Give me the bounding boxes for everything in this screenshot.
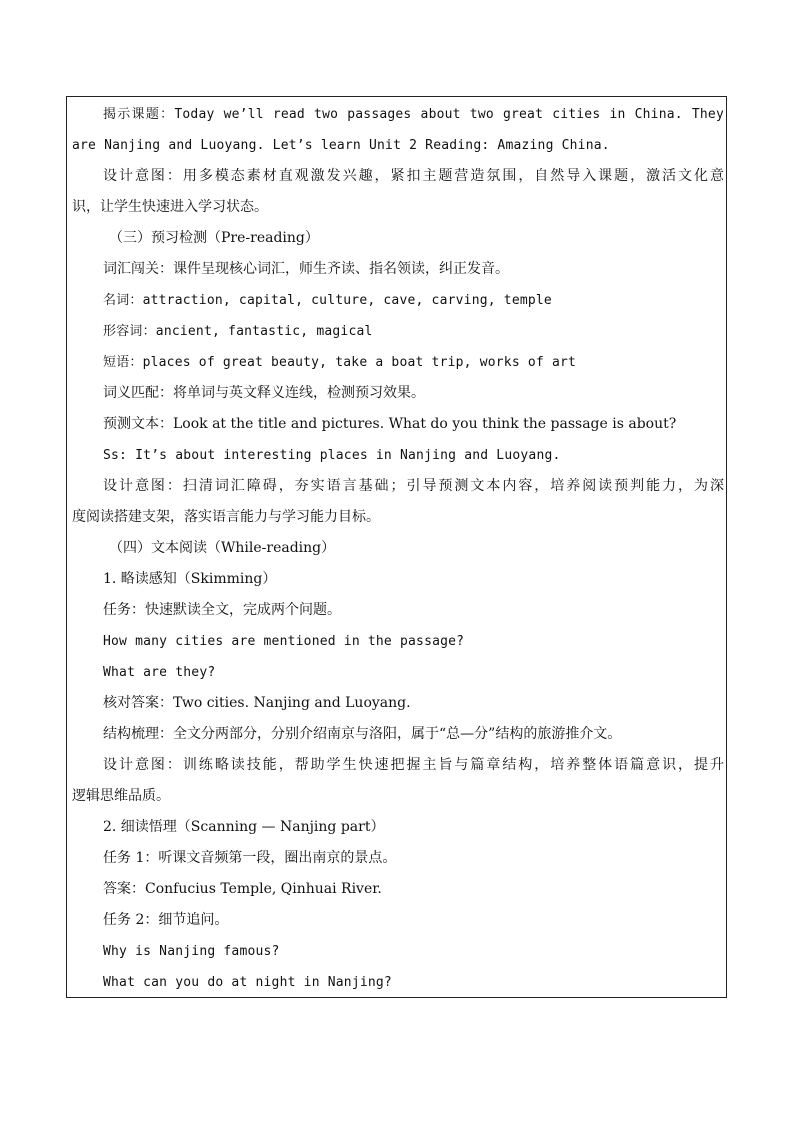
design-intent-line-2-cont: 度阅读搭建支架，落实语言能力与学习能力目标。	[72, 509, 380, 525]
student-answer-line: Ss: It’s about interesting places in Nanjing and Luoyang.	[103, 448, 561, 463]
question-what-are-they: What are they?	[103, 665, 216, 680]
intro-topic-line-cont: are Nanjing and Luoyang. Let’s learn Unit 2 Reading: Amazing China.	[72, 138, 610, 153]
scanning-heading: 2. 细读悟理（Scanning — Nanjing part）	[103, 819, 385, 835]
vocab-challenge-line: 词汇闯关：课件呈现核心词汇，师生齐读、指名领读，纠正发音。	[103, 261, 509, 277]
phrases-line: 短语：places of great beauty, take a boat trip, works of art	[103, 355, 577, 370]
intro-topic-line: 揭示课题：Today we’ll read two passages about two great cities in China. They	[103, 107, 724, 122]
task-1-line: 任务 1：听课文音频第一段，圈出南京的景点。	[103, 850, 397, 866]
section-heading-pre-reading: （三）预习检测（Pre-reading）	[109, 230, 319, 246]
lesson-plan-content	[72, 99, 724, 998]
question-why-nanjing-famous: Why is Nanjing famous?	[103, 944, 280, 959]
question-night-in-nanjing: What can you do at night in Nanjing?	[103, 975, 392, 990]
word-matching-line: 词义匹配：将单词与英文释义连线，检测预习效果。	[103, 385, 425, 401]
task-2-line: 任务 2：细节追问。	[103, 912, 229, 928]
design-intent-line-3-cont: 逻辑思维品质。	[72, 788, 170, 804]
prediction-line: 预测文本：Look at the title and pictures. What do you think the passage is about?	[103, 416, 677, 432]
question-how-many-cities: How many cities are mentioned in the passage?	[103, 634, 465, 649]
structure-line: 结构梳理：全文分两部分，分别介绍南京与洛阳，属于“总—分”结构的旅游推介文。	[103, 726, 622, 742]
answer-check-line: 核对答案：Two cities. Nanjing and Luoyang.	[103, 695, 411, 711]
design-intent-line-3: 设计意图：训练略读技能，帮助学生快速把握主旨与篇章结构，培养整体语篇意识，提升	[103, 757, 724, 773]
design-intent-line-2: 设计意图：扫清词汇障碍，夯实语言基础；引导预测文本内容，培养阅读预判能力，为深	[103, 478, 724, 494]
design-intent-line-cont: 识，让学生快速进入学习状态。	[72, 199, 268, 215]
lesson-plan-table-cell	[66, 96, 727, 998]
nouns-line: 名词：attraction, capital, culture, cave, carving, temple	[103, 293, 552, 308]
adjectives-line: 形容词：ancient, fantastic, magical	[103, 324, 373, 339]
task-1-answer-line: 答案：Confucius Temple, Qinhuai River.	[103, 881, 382, 897]
section-heading-while-reading: （四）文本阅读（While-reading）	[109, 540, 336, 556]
design-intent-line: 设计意图：用多模态素材直观激发兴趣，紧扣主题营造氛围，自然导入课题，激活文化意	[103, 168, 724, 184]
skimming-task-line: 任务：快速默读全文，完成两个问题。	[103, 602, 341, 618]
skimming-heading: 1. 略读感知（Skimming）	[103, 571, 277, 587]
